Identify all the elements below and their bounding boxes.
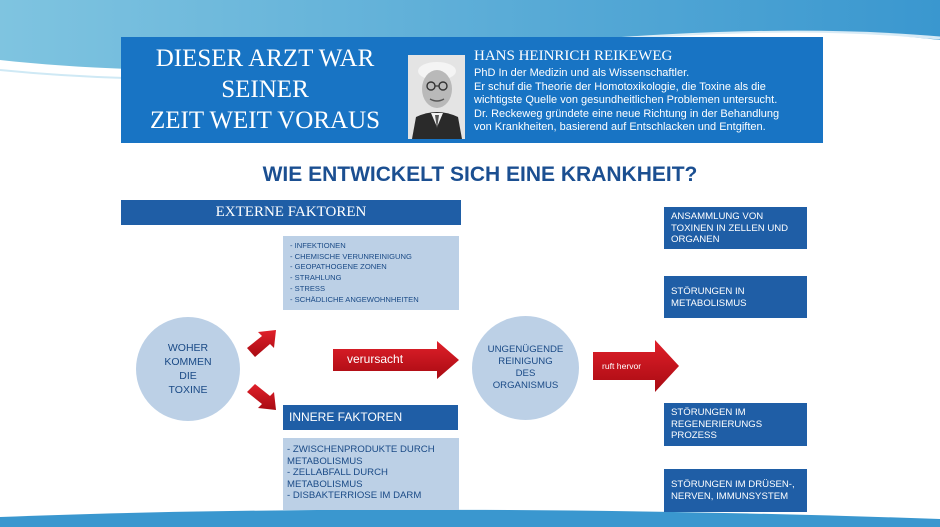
external-factors-header: EXTERNE FAKTOREN bbox=[121, 200, 461, 225]
result-line: STÖRUNGEN IM DRÜSEN-, bbox=[671, 479, 795, 490]
result-line: NERVEN, IMMUNSYSTEM bbox=[671, 490, 789, 502]
circle-line: ORGANISMUS bbox=[492, 380, 559, 391]
list-item: - STRAHLUNG bbox=[290, 273, 342, 283]
list-item: - GEOPATHOGENE ZONEN bbox=[290, 262, 387, 272]
list-item: - CHEMISCHE VERUNREINIGUNG bbox=[290, 251, 412, 261]
circle-line: KOMMEN bbox=[164, 356, 212, 368]
banner-title-line: ZEIT WEIT VORAUS bbox=[149, 107, 381, 134]
arrow-results-label: ruft hervor bbox=[602, 361, 642, 371]
bio-line: von Krankheiten, basierend auf Entschlacken und Entgiften. bbox=[474, 121, 766, 134]
list-item: - SCHÄDLICHE ANGEWOHNHEITEN bbox=[290, 294, 419, 304]
internal-factors-header: INNERE FAKTOREN bbox=[283, 405, 458, 430]
result-regeneration-disorder bbox=[664, 403, 807, 446]
circle-line: REINIGUNG bbox=[498, 356, 553, 367]
internal-factors-list bbox=[283, 438, 459, 510]
banner-title-line: SEINER bbox=[221, 76, 309, 103]
list-item: - ZWISCHENPRODUKTE DURCH bbox=[287, 444, 435, 455]
result-line: STÖRUNGEN IM bbox=[671, 407, 746, 418]
doctor-name: HANS HEINRICH REIKEWEG bbox=[474, 48, 673, 64]
result-line: ORGANEN bbox=[671, 234, 720, 245]
list-item: - ZELLABFALL DURCH bbox=[287, 467, 388, 478]
list-item: METABOLISMUS bbox=[287, 478, 363, 490]
result-line: STÖRUNGEN IN bbox=[671, 286, 745, 297]
circle-line: DES bbox=[515, 368, 536, 379]
insufficient-cleansing-circle bbox=[472, 316, 579, 420]
bio-line: Er schuf die Theorie der Homotoxikologie, die Toxine als die bbox=[474, 80, 766, 93]
bio-line: Dr. Reckeweg gründete eine neue Richtung in der Behandlung bbox=[474, 107, 780, 120]
page-title: WIE ENTWICKELT SICH EINE KRANKHEIT? bbox=[262, 163, 698, 186]
result-line: ANSAMMLUNG VON bbox=[671, 211, 764, 222]
arrow-causes-label: verursacht bbox=[347, 352, 404, 366]
list-item: - DISBAKTERRIOSE IM DARM bbox=[287, 490, 422, 501]
list-item: - STRESS bbox=[290, 283, 326, 293]
list-item: METABOLISMUS bbox=[287, 455, 363, 467]
circle-line: UNGENÜGENDE bbox=[487, 344, 564, 355]
arrow-down-icon bbox=[247, 384, 276, 410]
result-line: REGENERIERUNGS bbox=[671, 418, 763, 430]
arrow-up-icon bbox=[247, 330, 276, 357]
result-line: METABOLISMUS bbox=[671, 297, 747, 309]
result-toxin-accumulation bbox=[664, 207, 807, 249]
circle-line: TOXINE bbox=[168, 384, 208, 396]
circle-line: WOHER bbox=[167, 342, 209, 354]
toxin-source-circle bbox=[136, 317, 240, 421]
result-line: TOXINEN IN ZELLEN UND bbox=[671, 222, 789, 234]
bio-line: PhD In der Medizin und als Wissenschaftler. bbox=[474, 67, 690, 79]
bio-line: wichtigste Quelle von gesundheitlichen Problemen untersucht. bbox=[474, 94, 778, 107]
result-gland-nerve-immune-disorder bbox=[664, 469, 807, 512]
result-line: PROZESS bbox=[671, 430, 717, 441]
circle-line: DIE bbox=[179, 370, 197, 382]
banner-title-line: DIESER ARZT WAR bbox=[155, 45, 375, 72]
list-item: - INFEKTIONEN bbox=[290, 241, 346, 250]
result-metabolism-disorder bbox=[664, 276, 807, 318]
